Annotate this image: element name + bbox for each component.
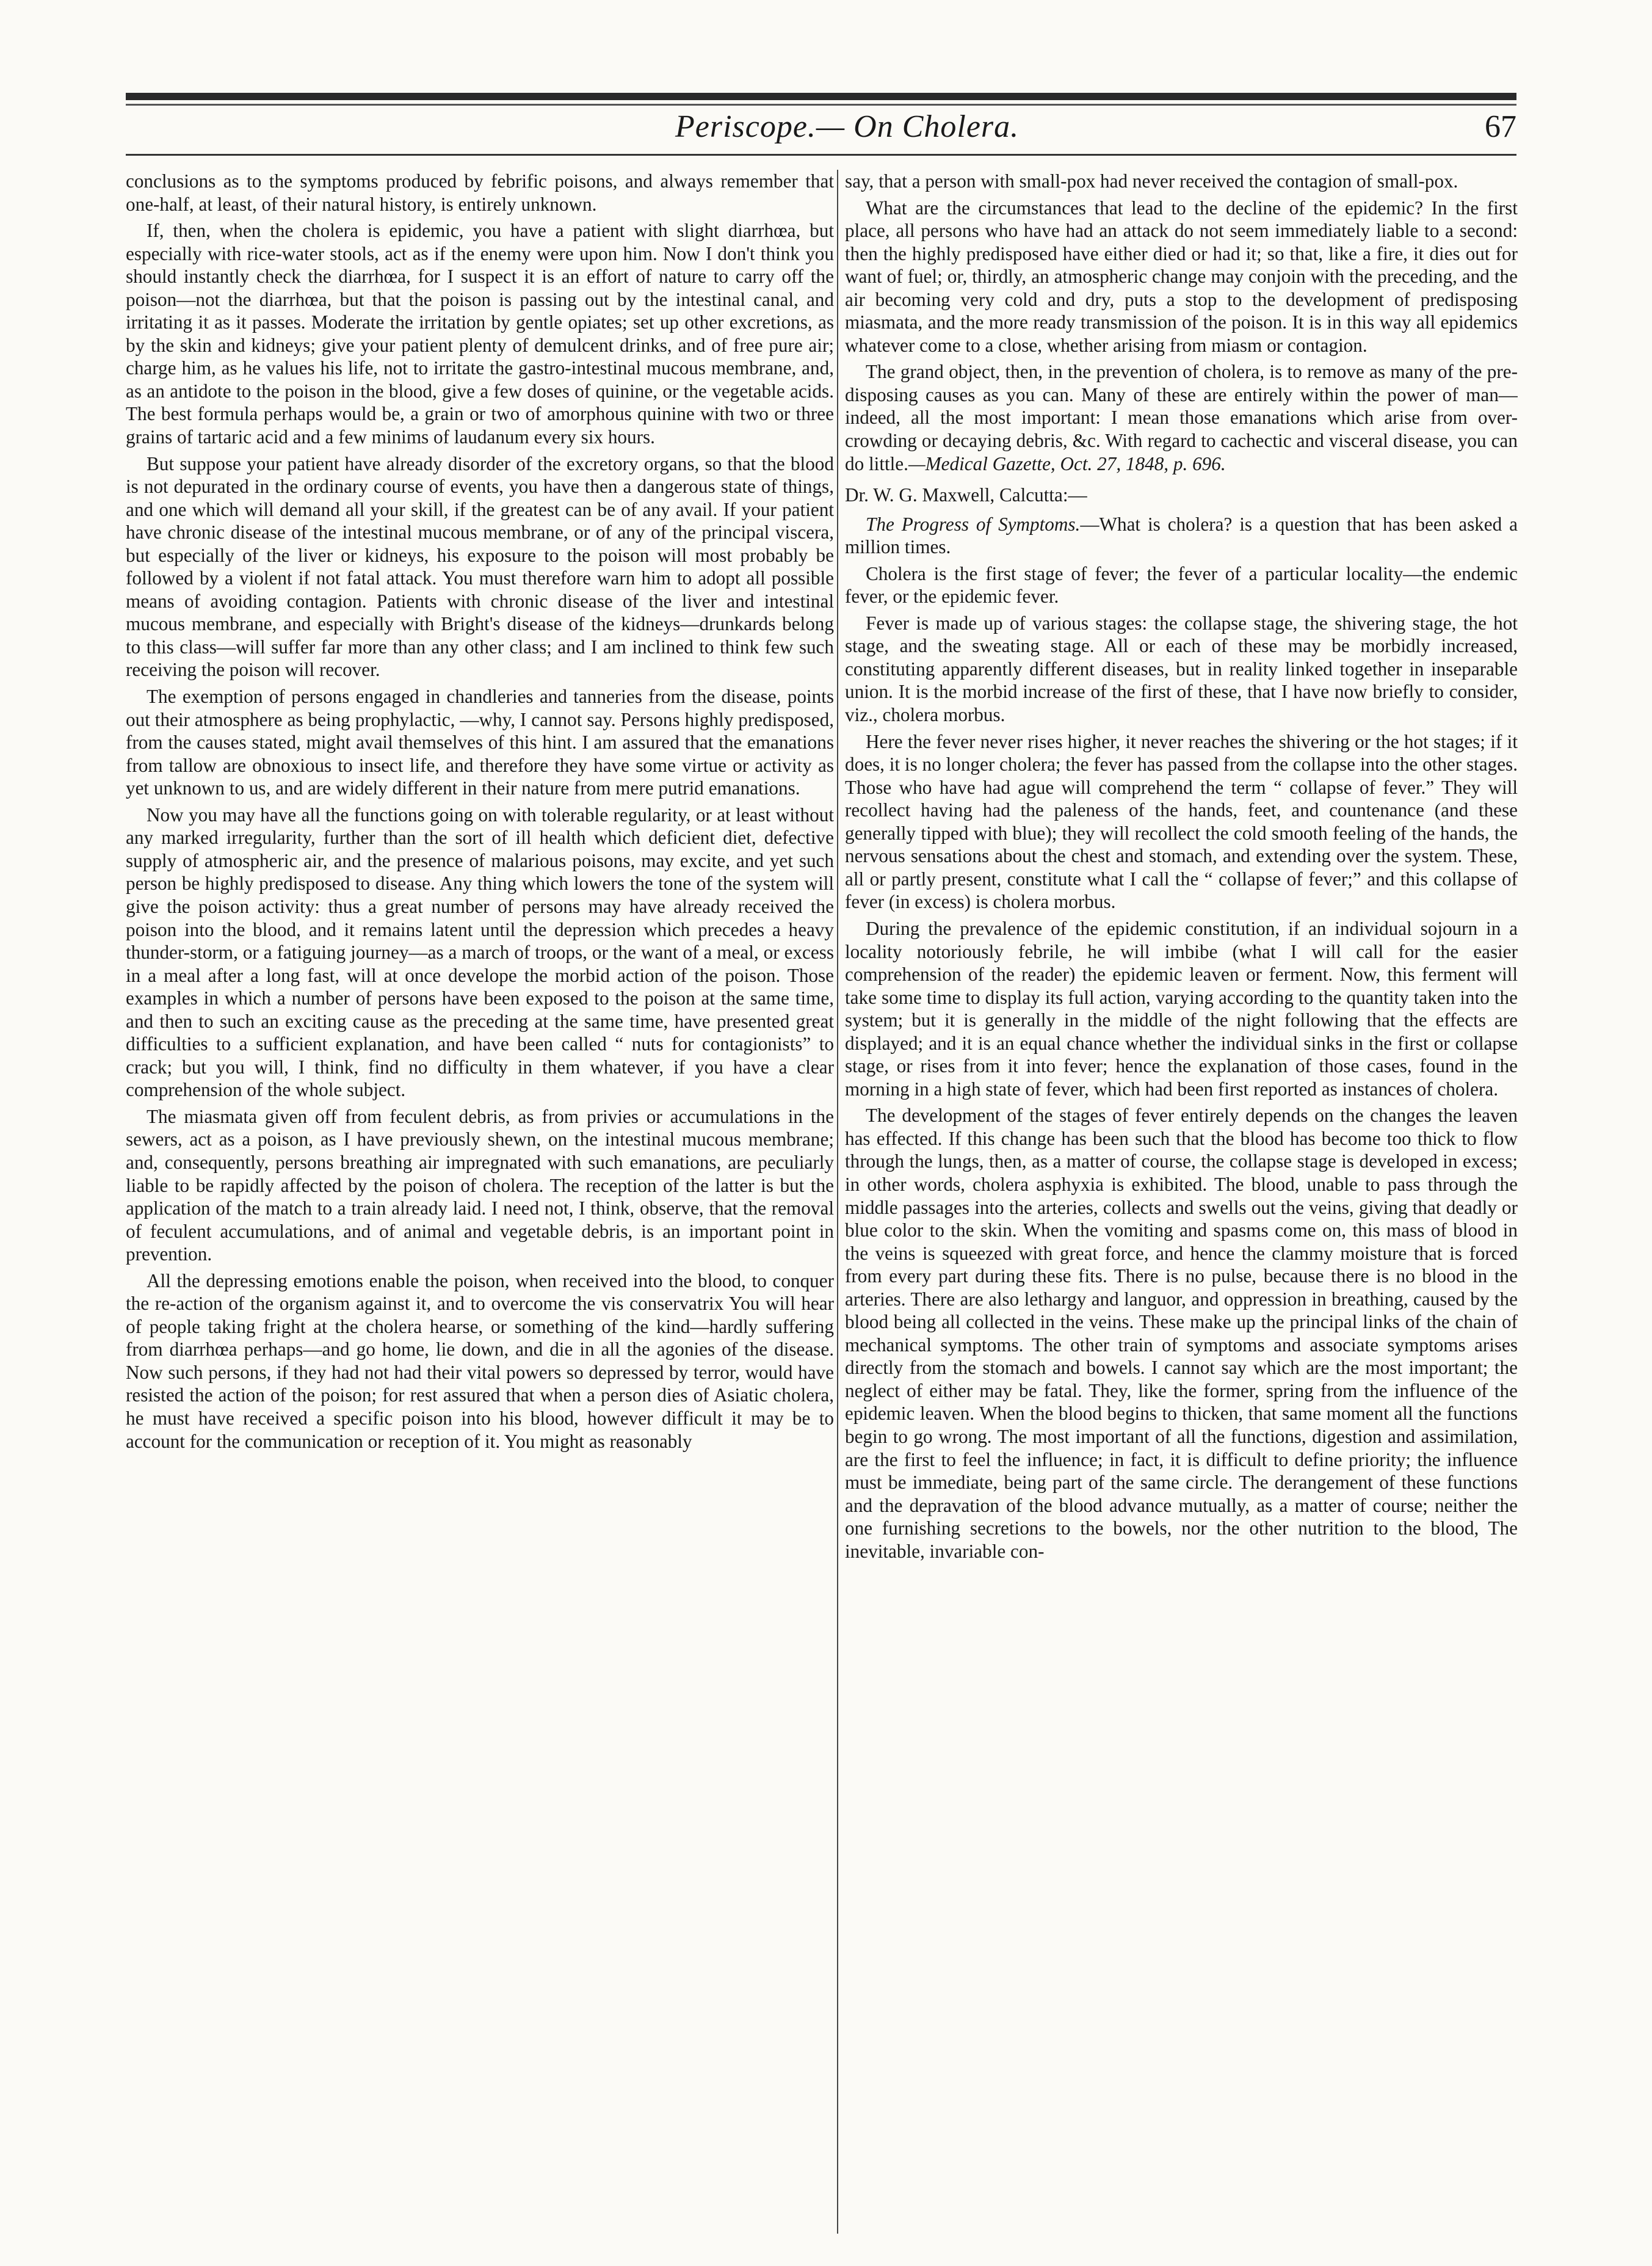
paragraph: The miasmata given off from feculent debris, as from privies or accumulations in the sewers, act as a poison, as I have previously shewn, on the intestinal mucous membrane; and, consequently, persons breathing air impregnated with such emanations, are peculiarly liable to be rapidly affected by the poison of cholera. The reception of the latter is but the application of the match to a train already laid. I need not, I think, observe, that the removal of feculent accumulations, and of animal and vegetable debris, is an important point in prevention. [126,1105,834,1265]
section-lead: The Progress of Symptoms. [866,513,1081,535]
running-title: Periscope.— On Cholera. [675,109,1020,144]
top-rule-thin [126,104,1516,106]
paragraph: If, then, when the cholera is epidemic, you have a patient with slight diarrhœa, but especially with rice-water stools, act as if the enemy were upon him. Now I don't think you should instantly check the diarrhœa, for I suspect it is an effort of nature to carry off the poison—not the diarrhœa, but that the poison is passing out by the intestinal canal, and irritating it as it passes. Moderate the irritation by gentle opiates; set up other excretions, as by the skin and kidneys; give your patient plenty of demulcent drinks, and of free pure air; charge him, as he values his life, not to irritate the gastro-intestinal mucous membrane, and, as an antidote to the poison in the blood, give a few doses of quinine, or the vegetable acids. The best formula perhaps would be, a grain or two of amorphous quinine with two or three grains of tartaric acid and a few minims of laudanum every six hours. [126,220,834,448]
paragraph: But suppose your patient have already disorder of the excretory organs, so that the blood is not depurated in the ordinary course of events, you have then a dangerous state of things, and one which will demand all your skill, if the greatest can be of any avail. If your patient have chronic disease of the intestinal mucous membrane, or of any of the principal viscera, but especially of the liver or kidneys, his exposure to the poison will most probably be followed by a violent if not fatal attack. You must therefore warn him to adopt all possible means of avoiding contagion. Patients with chronic disease of the liver and intestinal mucous membrane, and especially with Bright's disease of the kidneys—drunkards belong to this class—will suffer far more than any other class; and I am inclined to think few such receiving the poison will recover. [126,452,834,681]
running-head [126,109,1516,151]
paragraph: The exemption of persons engaged in chandleries and tanneries from the disease, points out their atmosphere as being prophylactic, —why, I cannot say. Persons highly predisposed, from the causes stated, might avail themselves of this hint. I am assured that the emanations from tallow are obnoxious to insect life, and therefore they have some virtue or activity as yet unknown to us, and are widely different in their nature from mere putrid emanations. [126,686,834,799]
paragraph: Cholera is the first stage of fever; the fever of a particular locality—the endemic fever, or the epidemic fever. [845,562,1518,608]
paragraph: Now you may have all the functions going on with tolerable regularity, or at least without any marked irregularity, further than the sort of ill health which deficient diet, defective supply of atmospheric air, and the presence of malarious poisons, may excite, and yet such person be highly predisposed to disease. Any thing which lowers the tone of the system will give the poison activity: thus a great number of persons may have already received the poison into the blood, and it remains latent until the depression which precedes a heavy thunder-storm, or a fatiguing journey—as a march of troops, or the want of a meal, or excess in a meal after a long fast, will at once develope the morbid action of the poison. Those examples in which a number of persons have been exposed to the poison at the same time, and then to such an exciting cause as the preceding at the same time, have presented great difficulties to a sufficient explanation, and have been called “ nuts for contagionists” to crack; but you will, I think, find no difficulty in them whatever, if you have a clear comprehension of the whole subject. [126,804,834,1101]
paragraph: Here the fever never rises higher, it never reaches the shivering or the hot stages; if it does, it is no longer cholera; the fever has passed from the collapse into the other stages. Those who have had ague will comprehend the term “ collapse of fever.” They will recollect having had the paleness of the hands, feet, and countenance (and these generally tipped with blue); they will recollect the cold smooth feeling of the hands, the nervous sensations about the chest and stomach, and extending over the system. These, all or partly present, constitute what I call the “ collapse of fever;” and this collapse of fever (in excess) is cholera morbus. [845,730,1518,913]
paragraph: say, that a person with small-pox had never received the contagion of small-pox. [845,170,1458,192]
top-rule [126,93,1516,100]
paragraph: During the prevalence of the epidemic constitution, if an individual sojourn in a locality notoriously febrile, he will imbibe (what I will call for the easier comprehension of the reader) the epidemic leaven or ferment. Now, this ferment will take some time to display its full action, varying according to the quantity taken into the system; but it is generally in the middle of the night following that the effects are displayed; and it is an equal chance whether the individual sinks in the first or collapse stage, or rises from it into fever; hence the explanation of those cases, found in the morning in a high state of fever, which had been first reported as instances of cholera. [845,917,1518,1100]
paragraph: Fever is made up of various stages: the collapse stage, the shivering stage, the hot stage, and the sweating stage. All or each of these may be morbidly increased, constituting apparently different diseases, but in reality linked together in inseparable union. It is the morbid increase of the first of these, that I have now briefly to consider, viz., cholera morbus. [845,612,1518,726]
paragraph [845,513,1518,559]
paragraph [845,360,1518,475]
page-number: 67 [1485,109,1516,144]
source-citation: —Medical Gazette, Oct. 27, 1848, p. 696. [908,452,1226,474]
paragraph: All the depressing emotions enable the poison, when received into the blood, to conquer the re-action of the organism against it, and to overcome the vis conservatrix You will hear of people taking fright at the cholera hearse, or something of the kind—hardly suffering from diarrhœa perhaps—and go home, lie down, and die in all the agonies of the disease. Now such persons, if they had not had their vital powers so depressed by terror, would have resisted the action of the poison; for rest assured that when a person dies of Asiatic cholera, he must have received a specific poison into his blood, however difficult it may be to account for the communication or reception of it. You might as reasonably [126,1269,834,1452]
author-dateline: Dr. W. G. Maxwell, Calcutta:— [845,484,1087,506]
paragraph-text: —What is cholera? is a question that has been asked a million times. [845,513,1518,558]
paragraph: The development of the stages of fever entirely depends on the changes the leaven has effected. If this change has been such that the blood has become too thick to flow through the lungs, then, as a matter of course, the collapse stage is developed in excess; in other words, cholera asphyxia is exhibited. The blood, unable to pass through the middle passages into the arteries, collects and swells out the veins, giving that deadly or blue color to the skin. When the vomiting and spasms come on, this mass of blood in the veins is squeezed with great force, and hence the clammy moisture that is forced from every part during these fits. There is no pulse, because there is no blood in the arteries. There are also lethargy and languor, and oppression in breathing, caused by the blood being all collected in the veins. These make up the principal links of the chain of mechanical symptoms. The other train of symptoms and associate symptoms arises directly from the stomach and bowels. I cannot say which are the most important; the neglect of either may be fatal. They, like the former, spring from the influence of the epidemic leaven. When the blood begins to thicken, that same moment all the functions begin to go wrong. The most important of all the functions, digestion and assimilation, are the first to feel the influence; in fact, it is difficult to define priority; the influence must be immediate, being part of the same circle. The derangement of these functions and the depravation of the blood advance mutually, as a matter of course; neither the one furnishing secretions to the bowels, nor the other nutrition to the blood, The inevitable, invariable con- [845,1105,1518,1562]
column-divider [837,170,838,2234]
paragraph-text: The grand object, then, in the prevention of cholera, is to remove as many of the pre-disposing causes as you can. Many of these are entirely within the power of man—indeed, all the most important: I mean those emanations which arise from over-crowding or decaying debris, &c. With regard to cachectic and visceral disease, you can do little. [845,361,1518,474]
paragraph: conclusions as to the symptoms produced by febrific poisons, and always remember that one-half, at least, of their natural history, is entirely unknown. [126,170,834,215]
left-column [126,170,834,2240]
right-column [845,170,1518,2240]
head-rule [126,154,1516,156]
paragraph: What are the circumstances that lead to the decline of the epidemic? In the first place, all persons who have had an attack do not seem immediately liable to a second: then the highly predisposed have either died or had it; so that, like a fire, it dies out for want of fuel; or, thirdly, an atmospheric change may conjoin with the preceding, and the air becoming very cold and dry, puts a stop to the development of predisposing miasmata, and the more ready transmission of the poison. It is in this way all epidemics whatever come to a close, whether arising from miasm or contagion. [845,197,1518,356]
